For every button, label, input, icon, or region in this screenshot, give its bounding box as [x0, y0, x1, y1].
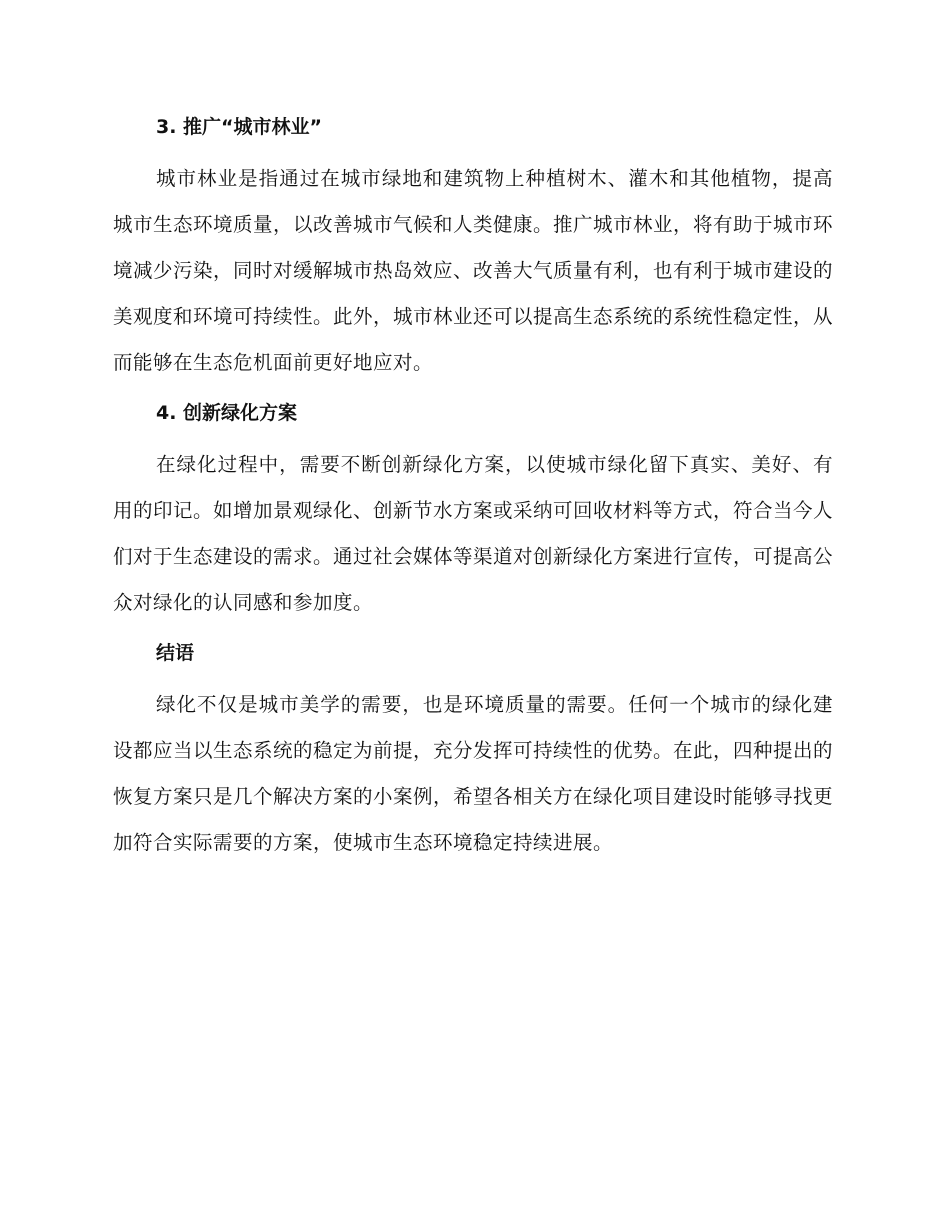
section-heading-conclusion: 结语 [156, 642, 195, 664]
section-paragraph-urban-forestry: 城市林业是指通过在城市绿地和建筑物上种植树木、灌木和其他植物，提高城市生态环境质量，以改善城市气候和人类健康。推广城市林业，将有助于城市环境减少污染，同时对缓解城市热岛效应、改善大气质量有利，也有利于城市建设的美观度和环境可持续性。此外，城市林业还可以提高生态系统的系统性稳定性，从而能够在生态危机面前更好地应对。 [113, 167, 834, 374]
document-page [113, 112, 833, 866]
section-heading-urban-forestry: 3. 推广“城市林业” [156, 116, 323, 138]
section-heading-innovative-greening: 4. 创新绿化方案 [156, 402, 298, 424]
section-paragraph-innovative-greening: 在绿化过程中，需要不断创新绿化方案，以使城市绿化留下真实、美好、有用的印记。如增加景观绿化、创新节水方案或采纳可回收材料等方式，符合当今人们对于生态建设的需求。通过社会媒体等渠道对创新绿化方案进行宣传，可提高公众对绿化的认同感和参加度。 [113, 453, 834, 614]
section-paragraph-conclusion: 绿化不仅是城市美学的需要，也是环境质量的需要。任何一个城市的绿化建设都应当以生态系统的稳定为前提，充分发挥可持续性的优势。在此，四种提出的恢复方案只是几个解决方案的小案例，希望各相关方在绿化项目建设时能够寻找更加符合实际需要的方案，使城市生态环境稳定持续进展。 [113, 693, 834, 854]
